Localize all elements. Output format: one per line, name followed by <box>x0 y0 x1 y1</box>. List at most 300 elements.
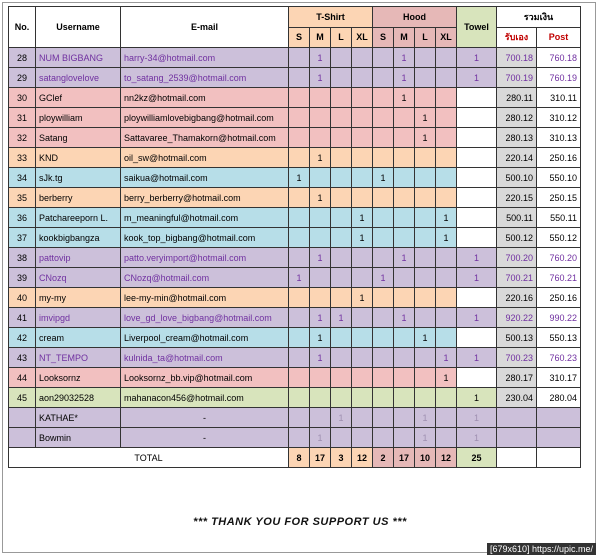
row-tshirt-qty <box>352 88 373 108</box>
row-no: 36 <box>9 208 36 228</box>
row-tshirt-qty <box>331 168 352 188</box>
row-hood-qty <box>415 308 436 328</box>
row-hood-qty <box>394 388 415 408</box>
row-tshirt-qty: 1 <box>310 428 331 448</box>
row-tshirt-qty <box>331 388 352 408</box>
row-pickup-price <box>497 408 537 428</box>
row-hood-qty <box>415 168 436 188</box>
row-tshirt-qty <box>310 208 331 228</box>
row-hood-qty <box>373 148 394 168</box>
row-tshirt-qty: 1 <box>310 348 331 368</box>
row-towel-qty: 1 <box>457 48 497 68</box>
table-row <box>9 88 581 108</box>
row-pickup-price: 500.13 <box>497 328 537 348</box>
header-pickup: รับเอง <box>497 27 537 48</box>
row-tshirt-qty <box>352 368 373 388</box>
row-tshirt-qty <box>352 68 373 88</box>
row-towel-qty <box>457 188 497 208</box>
row-no: 40 <box>9 288 36 308</box>
row-pickup-price: 280.17 <box>497 368 537 388</box>
row-pickup-price: 920.22 <box>497 308 537 328</box>
row-tshirt-qty <box>352 148 373 168</box>
row-email: Sattavaree_Thamakorn@hotmail.com <box>121 128 289 148</box>
row-email: kulnida_ta@hotmail.com <box>121 348 289 368</box>
row-hood-qty <box>373 248 394 268</box>
row-tshirt-qty <box>310 288 331 308</box>
row-tshirt-qty <box>289 328 310 348</box>
total-tshirt-qty: 12 <box>352 448 373 468</box>
row-hood-qty <box>415 148 436 168</box>
row-tshirt-qty <box>289 428 310 448</box>
row-no: 42 <box>9 328 36 348</box>
row-tshirt-qty <box>331 88 352 108</box>
row-tshirt-qty: 1 <box>331 408 352 428</box>
table-row <box>9 428 581 448</box>
row-post-price: 310.13 <box>537 128 581 148</box>
row-tshirt-qty <box>331 328 352 348</box>
row-hood-qty <box>394 168 415 188</box>
row-post-price: 250.15 <box>537 188 581 208</box>
total-hood-qty: 12 <box>436 448 457 468</box>
row-email: Liverpool_cream@hotmail.com <box>121 328 289 348</box>
row-pickup-price: 220.14 <box>497 148 537 168</box>
row-tshirt-qty: 1 <box>310 48 331 68</box>
row-post-price: 990.22 <box>537 308 581 328</box>
row-no: 37 <box>9 228 36 248</box>
row-post-price: 550.11 <box>537 208 581 228</box>
row-towel-qty: 1 <box>457 268 497 288</box>
table-row <box>9 228 581 248</box>
row-post-price: 310.17 <box>537 368 581 388</box>
total-hood-qty: 17 <box>394 448 415 468</box>
header-hd-s: S <box>373 27 394 48</box>
row-tshirt-qty <box>352 168 373 188</box>
row-hood-qty: 1 <box>436 228 457 248</box>
row-hood-qty: 1 <box>373 168 394 188</box>
row-hood-qty <box>436 168 457 188</box>
row-post-price <box>537 408 581 428</box>
row-tshirt-qty <box>331 128 352 148</box>
row-no: 33 <box>9 148 36 168</box>
row-tshirt-qty <box>289 208 310 228</box>
table-row <box>9 48 581 68</box>
row-hood-qty <box>415 228 436 248</box>
row-towel-qty: 1 <box>457 308 497 328</box>
row-tshirt-qty <box>289 408 310 428</box>
row-pickup-price: 700.21 <box>497 268 537 288</box>
row-tshirt-qty <box>289 228 310 248</box>
table-row <box>9 328 581 348</box>
table-row <box>9 108 581 128</box>
row-hood-qty <box>436 408 457 428</box>
row-towel-qty <box>457 108 497 128</box>
table-row <box>9 308 581 328</box>
row-email: m_meaningful@hotmail.com <box>121 208 289 228</box>
row-hood-qty: 1 <box>394 308 415 328</box>
header-post: Post <box>537 27 581 48</box>
row-hood-qty <box>415 388 436 408</box>
row-hood-qty <box>394 408 415 428</box>
row-hood-qty <box>436 68 457 88</box>
row-tshirt-qty <box>289 368 310 388</box>
row-pickup-price: 500.12 <box>497 228 537 248</box>
row-hood-qty: 1 <box>415 108 436 128</box>
table-row <box>9 128 581 148</box>
table-row <box>9 288 581 308</box>
row-no: 30 <box>9 88 36 108</box>
row-hood-qty <box>373 228 394 248</box>
row-tshirt-qty: 1 <box>310 308 331 328</box>
row-hood-qty <box>415 188 436 208</box>
row-hood-qty: 1 <box>415 428 436 448</box>
row-hood-qty <box>373 68 394 88</box>
row-tshirt-qty <box>331 348 352 368</box>
row-hood-qty <box>373 128 394 148</box>
row-hood-qty <box>415 88 436 108</box>
header-username: Username <box>36 7 121 48</box>
row-hood-qty <box>436 108 457 128</box>
row-post-price: 760.21 <box>537 268 581 288</box>
row-tshirt-qty <box>289 288 310 308</box>
row-pickup-price: 700.19 <box>497 68 537 88</box>
row-username: satanglovelove <box>36 68 121 88</box>
row-pickup-price: 220.16 <box>497 288 537 308</box>
row-towel-qty: 1 <box>457 248 497 268</box>
row-hood-qty <box>436 268 457 288</box>
row-username: Bowmin <box>36 428 121 448</box>
header-row-1 <box>9 7 581 28</box>
row-email: berry_berberry@hotmail.com <box>121 188 289 208</box>
total-towel-qty: 25 <box>457 448 497 468</box>
row-tshirt-qty <box>352 188 373 208</box>
row-tshirt-qty: 1 <box>352 228 373 248</box>
row-hood-qty <box>373 48 394 68</box>
row-username: NT_TEMPO <box>36 348 121 368</box>
row-username: KND <box>36 148 121 168</box>
row-tshirt-qty <box>310 388 331 408</box>
row-towel-qty <box>457 168 497 188</box>
row-tshirt-qty <box>352 248 373 268</box>
table-row <box>9 168 581 188</box>
row-tshirt-qty <box>289 248 310 268</box>
table-row <box>9 248 581 268</box>
watermark: [679x610] https://upic.me/ <box>487 543 596 555</box>
row-hood-qty <box>373 308 394 328</box>
row-towel-qty: 1 <box>457 348 497 368</box>
row-no: 43 <box>9 348 36 368</box>
row-hood-qty <box>394 148 415 168</box>
row-towel-qty <box>457 368 497 388</box>
row-no: 41 <box>9 308 36 328</box>
row-username: GClef <box>36 88 121 108</box>
row-tshirt-qty <box>352 348 373 368</box>
totals-label: TOTAL <box>9 448 289 468</box>
row-username: my-my <box>36 288 121 308</box>
row-hood-qty: 1 <box>394 88 415 108</box>
row-username: cream <box>36 328 121 348</box>
row-hood-qty <box>394 328 415 348</box>
row-tshirt-qty <box>352 408 373 428</box>
row-tshirt-qty: 1 <box>310 248 331 268</box>
row-username: kookbigbangza <box>36 228 121 248</box>
row-post-price: 760.18 <box>537 48 581 68</box>
table-row <box>9 348 581 368</box>
row-post-price: 280.04 <box>537 388 581 408</box>
table-row <box>9 208 581 228</box>
row-username: Looksornz <box>36 368 121 388</box>
row-pickup-price: 280.13 <box>497 128 537 148</box>
row-tshirt-qty <box>289 48 310 68</box>
header-tshirt: T-Shirt <box>289 7 373 28</box>
row-post-price: 760.23 <box>537 348 581 368</box>
row-tshirt-qty <box>310 228 331 248</box>
row-hood-qty <box>415 68 436 88</box>
row-hood-qty <box>436 388 457 408</box>
row-tshirt-qty: 1 <box>352 288 373 308</box>
row-tshirt-qty: 1 <box>331 308 352 328</box>
row-hood-qty <box>373 428 394 448</box>
row-hood-qty <box>373 288 394 308</box>
row-hood-qty <box>415 368 436 388</box>
row-tshirt-qty <box>331 288 352 308</box>
row-tshirt-qty <box>331 148 352 168</box>
total-post-empty <box>537 448 581 468</box>
row-tshirt-qty <box>331 268 352 288</box>
row-tshirt-qty <box>331 228 352 248</box>
row-tshirt-qty <box>352 48 373 68</box>
row-hood-qty <box>415 348 436 368</box>
row-hood-qty <box>415 248 436 268</box>
row-tshirt-qty <box>352 328 373 348</box>
row-hood-qty: 1 <box>415 328 436 348</box>
row-no: 39 <box>9 268 36 288</box>
row-tshirt-qty <box>289 188 310 208</box>
row-tshirt-qty <box>352 128 373 148</box>
table-row <box>9 368 581 388</box>
row-email: lee-my-min@hotmail.com <box>121 288 289 308</box>
row-hood-qty <box>394 128 415 148</box>
row-hood-qty <box>394 348 415 368</box>
row-towel-qty <box>457 208 497 228</box>
row-username: CNozq <box>36 268 121 288</box>
row-pickup-price <box>497 428 537 448</box>
row-tshirt-qty <box>310 268 331 288</box>
row-tshirt-qty <box>352 108 373 128</box>
total-tshirt-qty: 3 <box>331 448 352 468</box>
row-towel-qty <box>457 228 497 248</box>
row-tshirt-qty <box>352 388 373 408</box>
row-hood-qty <box>394 208 415 228</box>
row-tshirt-qty <box>331 188 352 208</box>
row-tshirt-qty: 1 <box>289 268 310 288</box>
table-row <box>9 148 581 168</box>
table-row <box>9 388 581 408</box>
row-post-price: 250.16 <box>537 148 581 168</box>
row-hood-qty <box>373 368 394 388</box>
row-hood-qty <box>436 288 457 308</box>
row-hood-qty <box>436 428 457 448</box>
row-hood-qty: 1 <box>415 408 436 428</box>
row-username: berberry <box>36 188 121 208</box>
row-no: 38 <box>9 248 36 268</box>
header-ts-m: M <box>310 27 331 48</box>
row-email: saikua@hotmail.com <box>121 168 289 188</box>
row-email: - <box>121 428 289 448</box>
table-row <box>9 268 581 288</box>
row-pickup-price: 280.12 <box>497 108 537 128</box>
row-hood-qty: 1 <box>436 368 457 388</box>
row-no: 45 <box>9 388 36 408</box>
row-tshirt-qty <box>310 128 331 148</box>
row-towel-qty <box>457 128 497 148</box>
row-hood-qty <box>373 408 394 428</box>
row-hood-qty <box>415 48 436 68</box>
row-pickup-price: 700.23 <box>497 348 537 368</box>
row-towel-qty <box>457 288 497 308</box>
row-hood-qty <box>436 148 457 168</box>
row-tshirt-qty <box>289 108 310 128</box>
row-towel-qty: 1 <box>457 428 497 448</box>
row-hood-qty <box>436 128 457 148</box>
row-pickup-price: 230.04 <box>497 388 537 408</box>
row-no: 29 <box>9 68 36 88</box>
totals-row <box>9 448 581 468</box>
row-tshirt-qty <box>289 388 310 408</box>
row-hood-qty: 1 <box>436 208 457 228</box>
row-hood-qty <box>436 248 457 268</box>
row-hood-qty <box>373 108 394 128</box>
row-hood-qty <box>436 88 457 108</box>
row-tshirt-qty <box>310 408 331 428</box>
total-tshirt-qty: 8 <box>289 448 310 468</box>
row-username: Satang <box>36 128 121 148</box>
row-hood-qty <box>373 348 394 368</box>
order-table <box>8 6 581 468</box>
row-hood-qty: 1 <box>415 128 436 148</box>
row-email: - <box>121 408 289 428</box>
row-email: mahanacon456@hotmail.com <box>121 388 289 408</box>
row-tshirt-qty <box>352 428 373 448</box>
row-pickup-price: 220.15 <box>497 188 537 208</box>
row-hood-qty <box>436 308 457 328</box>
row-username: imvipgd <box>36 308 121 328</box>
header-ts-l: L <box>331 27 352 48</box>
row-no <box>9 408 36 428</box>
header-email: E-mail <box>121 7 289 48</box>
row-hood-qty <box>394 228 415 248</box>
row-tshirt-qty <box>352 308 373 328</box>
row-username: ploywilliam <box>36 108 121 128</box>
total-pickup-empty <box>497 448 537 468</box>
row-no: 44 <box>9 368 36 388</box>
row-email: oil_sw@hotmail.com <box>121 148 289 168</box>
row-hood-qty: 1 <box>394 248 415 268</box>
row-hood-qty <box>394 368 415 388</box>
row-post-price: 550.10 <box>537 168 581 188</box>
total-hood-qty: 2 <box>373 448 394 468</box>
row-username: pattovip <box>36 248 121 268</box>
row-towel-qty: 1 <box>457 408 497 428</box>
row-post-price <box>537 428 581 448</box>
row-hood-qty: 1 <box>394 48 415 68</box>
header-ts-xl: XL <box>352 27 373 48</box>
row-tshirt-qty <box>289 148 310 168</box>
row-no: 35 <box>9 188 36 208</box>
row-no <box>9 428 36 448</box>
row-tshirt-qty <box>331 208 352 228</box>
row-hood-qty <box>436 48 457 68</box>
row-hood-qty <box>373 88 394 108</box>
row-tshirt-qty <box>310 168 331 188</box>
table-row <box>9 408 581 428</box>
row-hood-qty: 1 <box>373 268 394 288</box>
row-post-price: 550.13 <box>537 328 581 348</box>
row-tshirt-qty <box>289 308 310 328</box>
row-email: to_satang_2539@hotmail.com <box>121 68 289 88</box>
row-hood-qty: 1 <box>394 68 415 88</box>
row-hood-qty <box>436 328 457 348</box>
table-row <box>9 188 581 208</box>
row-tshirt-qty <box>331 108 352 128</box>
row-tshirt-qty <box>331 368 352 388</box>
row-post-price: 760.20 <box>537 248 581 268</box>
row-hood-qty <box>394 268 415 288</box>
row-tshirt-qty: 1 <box>310 328 331 348</box>
row-email: Looksornz_bb.vip@hotmail.com <box>121 368 289 388</box>
row-pickup-price: 500.11 <box>497 208 537 228</box>
row-towel-qty <box>457 88 497 108</box>
row-post-price: 760.19 <box>537 68 581 88</box>
header-hood: Hood <box>373 7 457 28</box>
row-tshirt-qty: 1 <box>289 168 310 188</box>
row-towel-qty <box>457 328 497 348</box>
row-pickup-price: 700.18 <box>497 48 537 68</box>
row-post-price: 550.12 <box>537 228 581 248</box>
row-tshirt-qty <box>310 88 331 108</box>
header-total-money: รวมเงิน <box>497 7 581 28</box>
row-hood-qty <box>436 188 457 208</box>
row-pickup-price: 700.20 <box>497 248 537 268</box>
row-tshirt-qty <box>310 368 331 388</box>
row-tshirt-qty <box>289 348 310 368</box>
row-pickup-price: 280.11 <box>497 88 537 108</box>
total-hood-qty: 10 <box>415 448 436 468</box>
row-tshirt-qty: 1 <box>310 148 331 168</box>
row-pickup-price: 500.10 <box>497 168 537 188</box>
row-hood-qty <box>415 288 436 308</box>
row-hood-qty <box>373 188 394 208</box>
row-hood-qty <box>373 328 394 348</box>
row-email: patto.veryimport@hotmail.com <box>121 248 289 268</box>
row-no: 28 <box>9 48 36 68</box>
header-hd-xl: XL <box>436 27 457 48</box>
header-hd-m: M <box>394 27 415 48</box>
row-towel-qty: 1 <box>457 68 497 88</box>
row-email: love_gd_love_bigbang@hotmail.com <box>121 308 289 328</box>
row-tshirt-qty <box>331 428 352 448</box>
row-tshirt-qty <box>331 48 352 68</box>
row-hood-qty: 1 <box>436 348 457 368</box>
header-towel: Towel <box>457 7 497 48</box>
row-post-price: 310.11 <box>537 88 581 108</box>
table-row <box>9 68 581 88</box>
row-email: harry-34@hotmail.com <box>121 48 289 68</box>
row-tshirt-qty: 1 <box>352 208 373 228</box>
row-username: aon29032528 <box>36 388 121 408</box>
row-post-price: 310.12 <box>537 108 581 128</box>
row-hood-qty <box>373 388 394 408</box>
row-tshirt-qty <box>331 68 352 88</box>
